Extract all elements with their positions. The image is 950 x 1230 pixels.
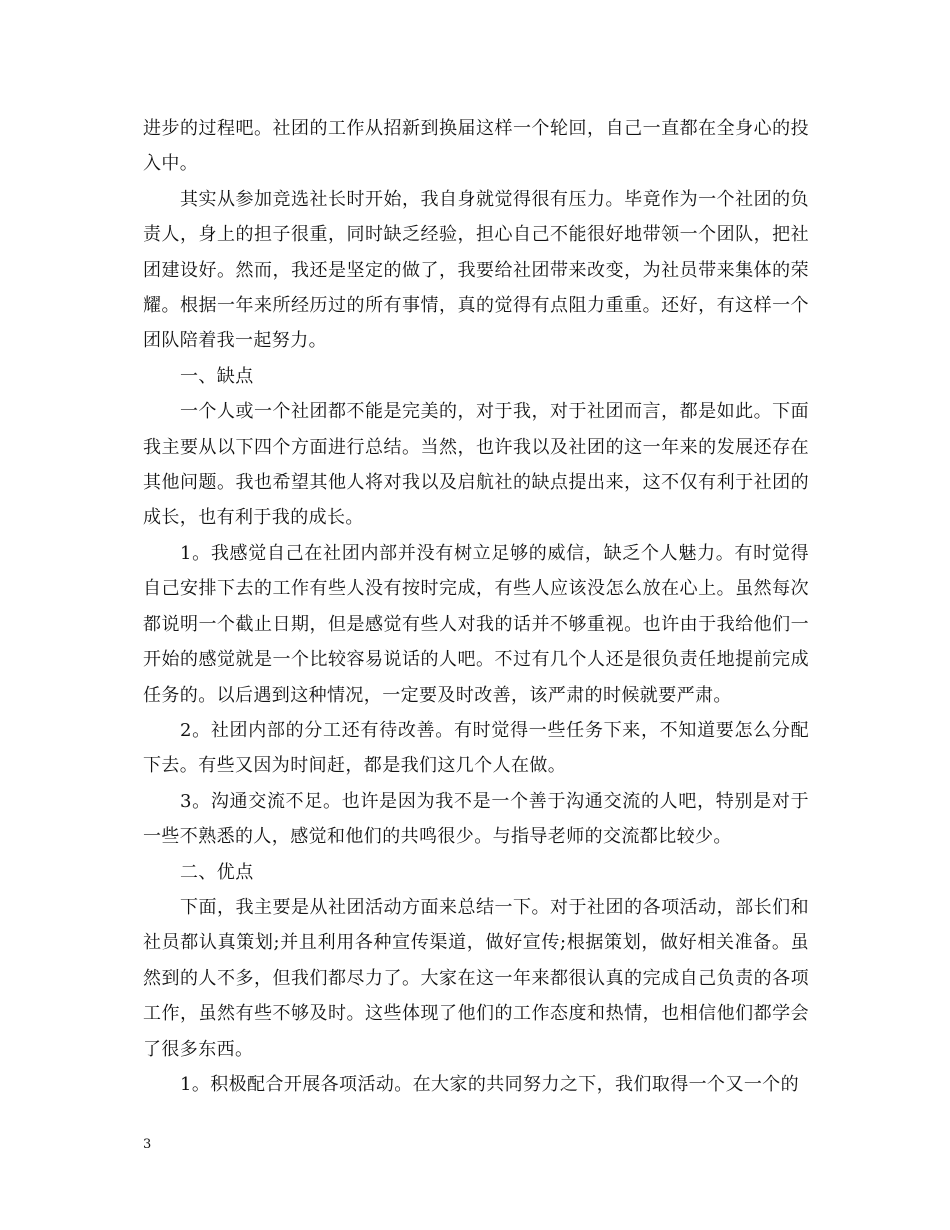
paragraph-shortcoming-3: 3。沟通交流不足。也许是因为我不是一个善于沟通交流的人吧，特别是对于一些不熟悉的人，感觉和他们的共鸣很少。与指导老师的交流都比较少。 — [143, 790, 809, 848]
paragraph-continuation: 进步的过程吧。社团的工作从招新到换届这样一个轮回，自己一直都在全身心的投入中。 — [143, 118, 809, 175]
paragraph-strengths-intro: 下面，我主要是从社团活动方面来总结一下。对于社团的各项活动，部长们和社员都认真策划;并且利用各种宣传渠道，做好宣传;根据策划，做好相关准备。虽然到的人不多，但我们都尽力了。大家在这一年来都很认真的完成自己负责的各项工作，虽然有些不够及时。这些体现了他们的工作态度和热情，也相信他们都学会了很多东西。 — [143, 896, 809, 1060]
paragraph-shortcomings-intro: 一个人或一个社团都不能是完美的，对于我，对于社团而言，都是如此。下面我主要从以下四个方面进行总结。当然，也许我以及社团的这一年来的发展还存在其他问题。我也希望其他人将对我以及启航社的缺点提出来，这不仅有利于社团的成长，也有利于我的成长。 — [143, 401, 809, 529]
heading-strengths: 二、优点 — [180, 861, 254, 883]
paragraph-pressure: 其实从参加竞选社长时开始，我自身就觉得很有压力。毕竟作为一个社团的负责人，身上的担子很重，同时缺乏经验，担心自己不能很好地带领一个团队，把社团建设好。然而，我还是坚定的做了，我要给社团带来改变，为社员带来集体的荣耀。根据一年来所经历过的所有事情，真的觉得有点阻力重重。还好，有这样一个团队陪着我一起努力。 — [143, 188, 809, 352]
paragraph-shortcoming-1: 1。我感觉自己在社团内部并没有树立足够的威信，缺乏个人魅力。有时觉得自己安排下去的工作有些人没有按时完成，有些人应该没怎么放在心上。虽然每次都说明一个截止日期，但是感觉有些人对我的话并不够重视。也许由于我给他们一开始的感觉就是一个比较容易说话的人吧。不过有几个人还是很负责任地提前完成任务的。以后遇到这种情况，一定要及时改善，该严肃的时候就要严肃。 — [143, 542, 809, 706]
heading-shortcomings: 一、缺点 — [180, 365, 254, 387]
paragraph-strength-1: 1。积极配合开展各项活动。在大家的共同努力之下，我们取得一个又一个的 — [180, 1073, 800, 1095]
body-text — [143, 111, 809, 1102]
paragraph-shortcoming-2: 2。社团内部的分工还有待改善。有时觉得一些任务下来，不知道要怎么分配下去。有些又因为时间赶，都是我们这几个人在做。 — [143, 719, 809, 777]
page-number: 3 — [143, 1137, 152, 1152]
